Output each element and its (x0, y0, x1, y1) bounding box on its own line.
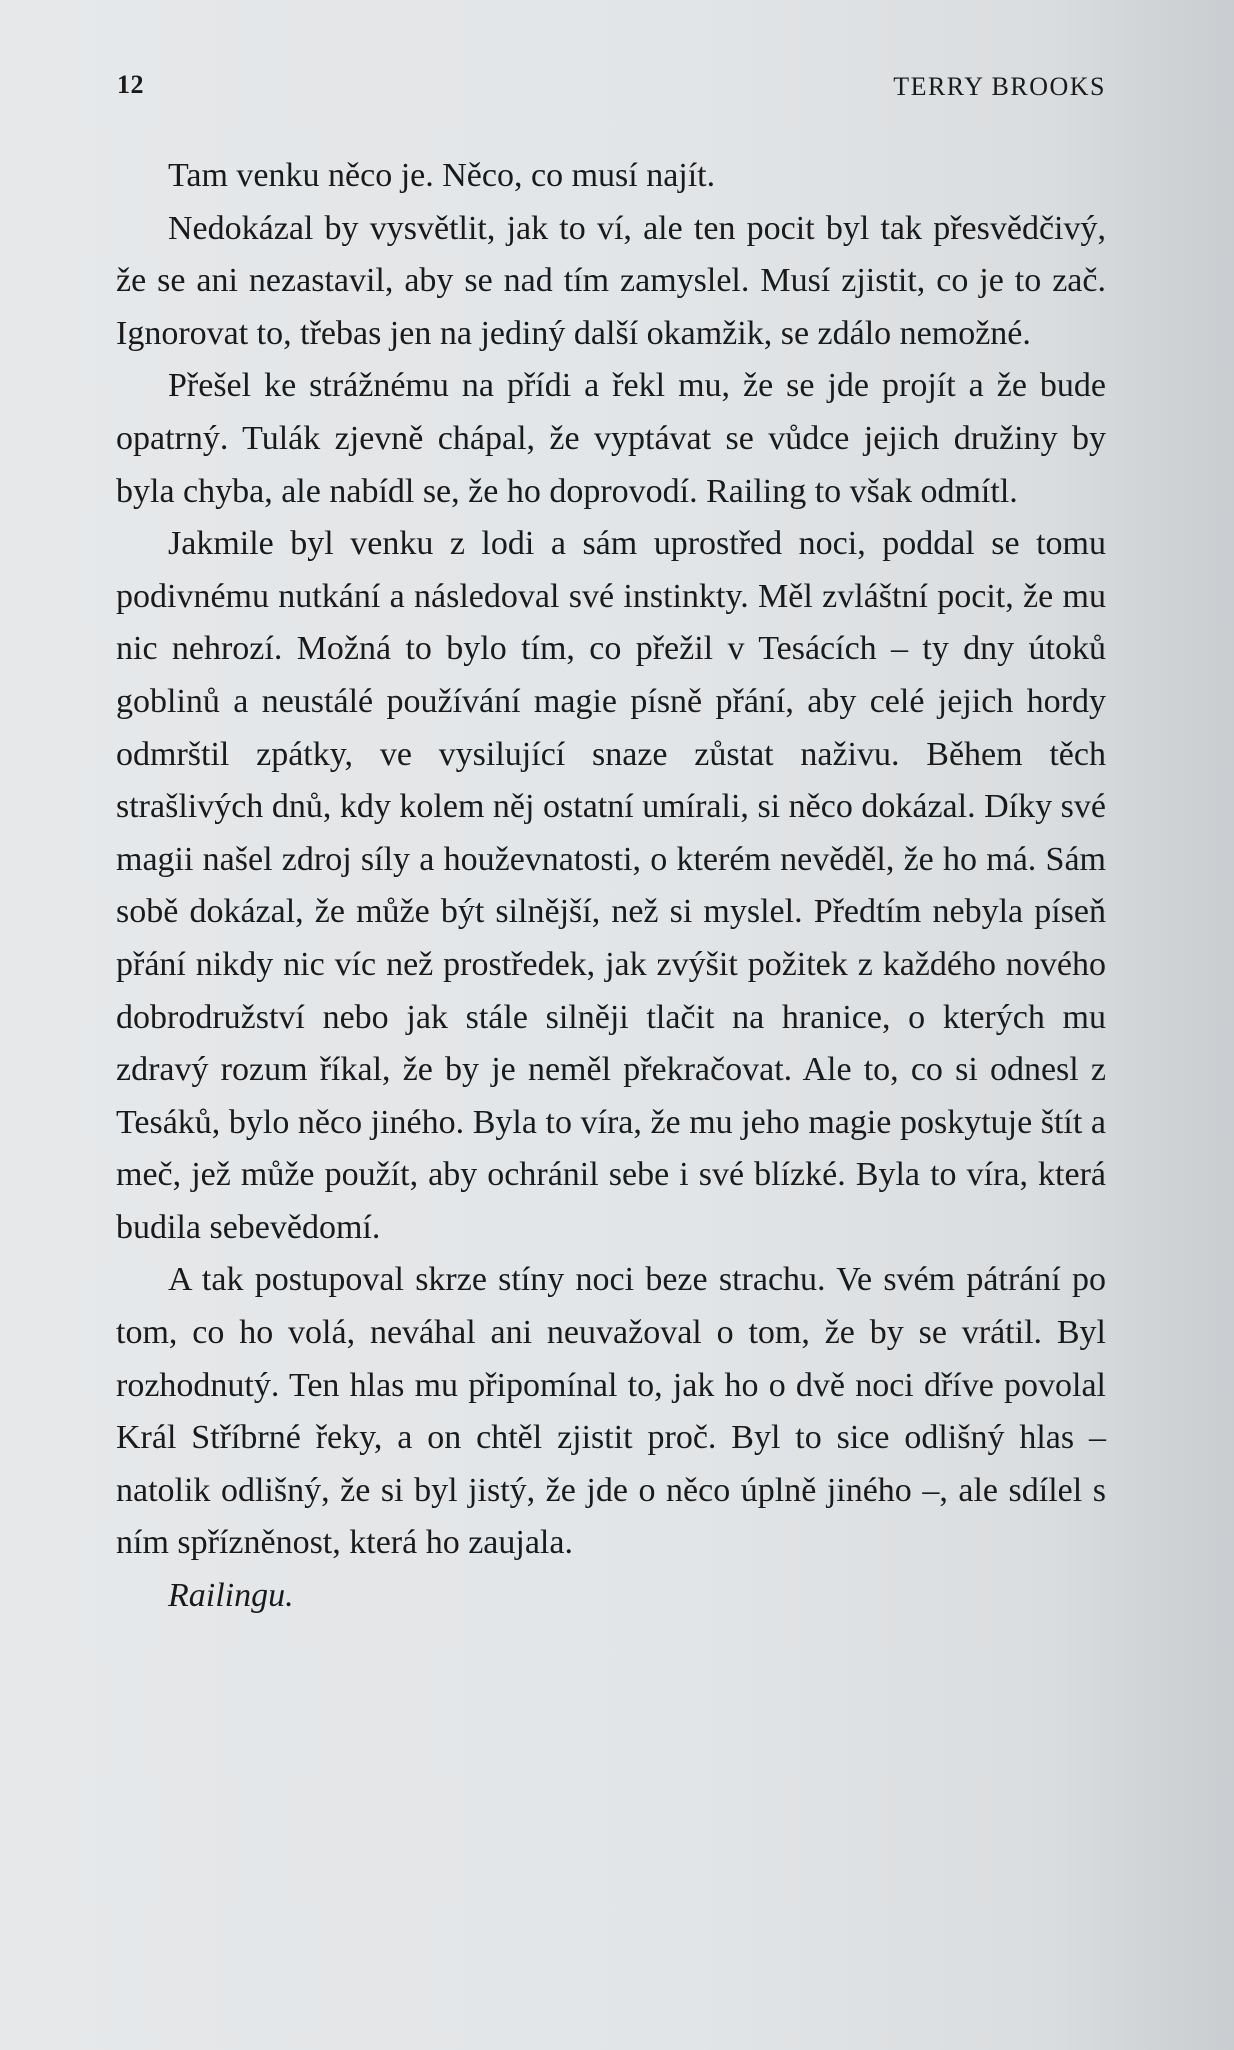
running-head-author: TERRY BROOKS (893, 72, 1106, 101)
body-text (116, 150, 1106, 1623)
page-number: 12 (117, 70, 144, 99)
paragraph-2: Nedokázal by vysvětlit, jak to ví, ale ten pocit byl tak přesvědčivý, že se ani nezastavil, aby se nad tím zamyslel. Musí zjistit, co je to zač. Ignorovat to, třebas jen na jediný další okamžik, se zdálo nemožné. (116, 209, 1106, 352)
paragraph-3: Přešel ke strážnému na přídi a řekl mu, že se jde projít a že bude opatrný. Tulák zjevně chápal, že vyptávat se vůdce jejich družiny by byla chyba, ale nabídl se, že ho doprovodí. Railing to však odmítl. (116, 367, 1106, 510)
paragraph-5: A tak postupoval skrze stíny noci beze strachu. Ve svém pátrání po tom, co ho volá, neváhal ani neuvažoval o tom, že by se vrátil. Byl rozhodnutý. Ten hlas mu připomínal to, jak ho o dvě noci dříve povolal Král Stříbrné řeky, a on chtěl zjistit proč. Byl to sice odlišný hlas – natolik odlišný, že si byl jistý, že jde o něco úplně jiného –, ale sdílel s ním spřízněnost, která ho zaujala. (116, 1261, 1106, 1562)
paragraph-6-italic: Railingu. (168, 1577, 294, 1615)
paragraph-4: Jakmile byl venku z lodi a sám uprostřed noci, poddal se tomu podivnému nutkání a následoval své instinkty. Měl zvláštní pocit, že mu nic nehrozí. Možná to bylo tím, co přežil v Tesácích – ty dny útoků goblinů a neustálé používání magie písně přání, aby celé jejich hordy odmrštil zpátky, ve vysilující snaze zůstat naživu. Během těch strašlivých dnů, kdy kolem něj ostatní umírali, si něco dokázal. Díky své magii našel zdroj síly a houževnatosti, o kterém nevěděl, že ho má. Sám sobě dokázal, že může být silnější, než si myslel. Předtím nebyla píseň přání nikdy nic víc než prostředek, jak zvýšit požitek z každého nového dobrodružství nebo jak stále silněji tlačit na hranice, o kterých mu zdravý rozum říkal, že by je neměl překračovat. Ale to, co si odnesl z Tesáků, bylo něco jiného. Byla to víra, že mu jeho magie poskytuje štít a meč, jež může použít, aby ochránil sebe i své blízké. Byla to víra, která budila sebevědomí. (116, 525, 1106, 1246)
paragraph-1: Tam venku něco je. Něco, co musí najít. (168, 157, 716, 194)
